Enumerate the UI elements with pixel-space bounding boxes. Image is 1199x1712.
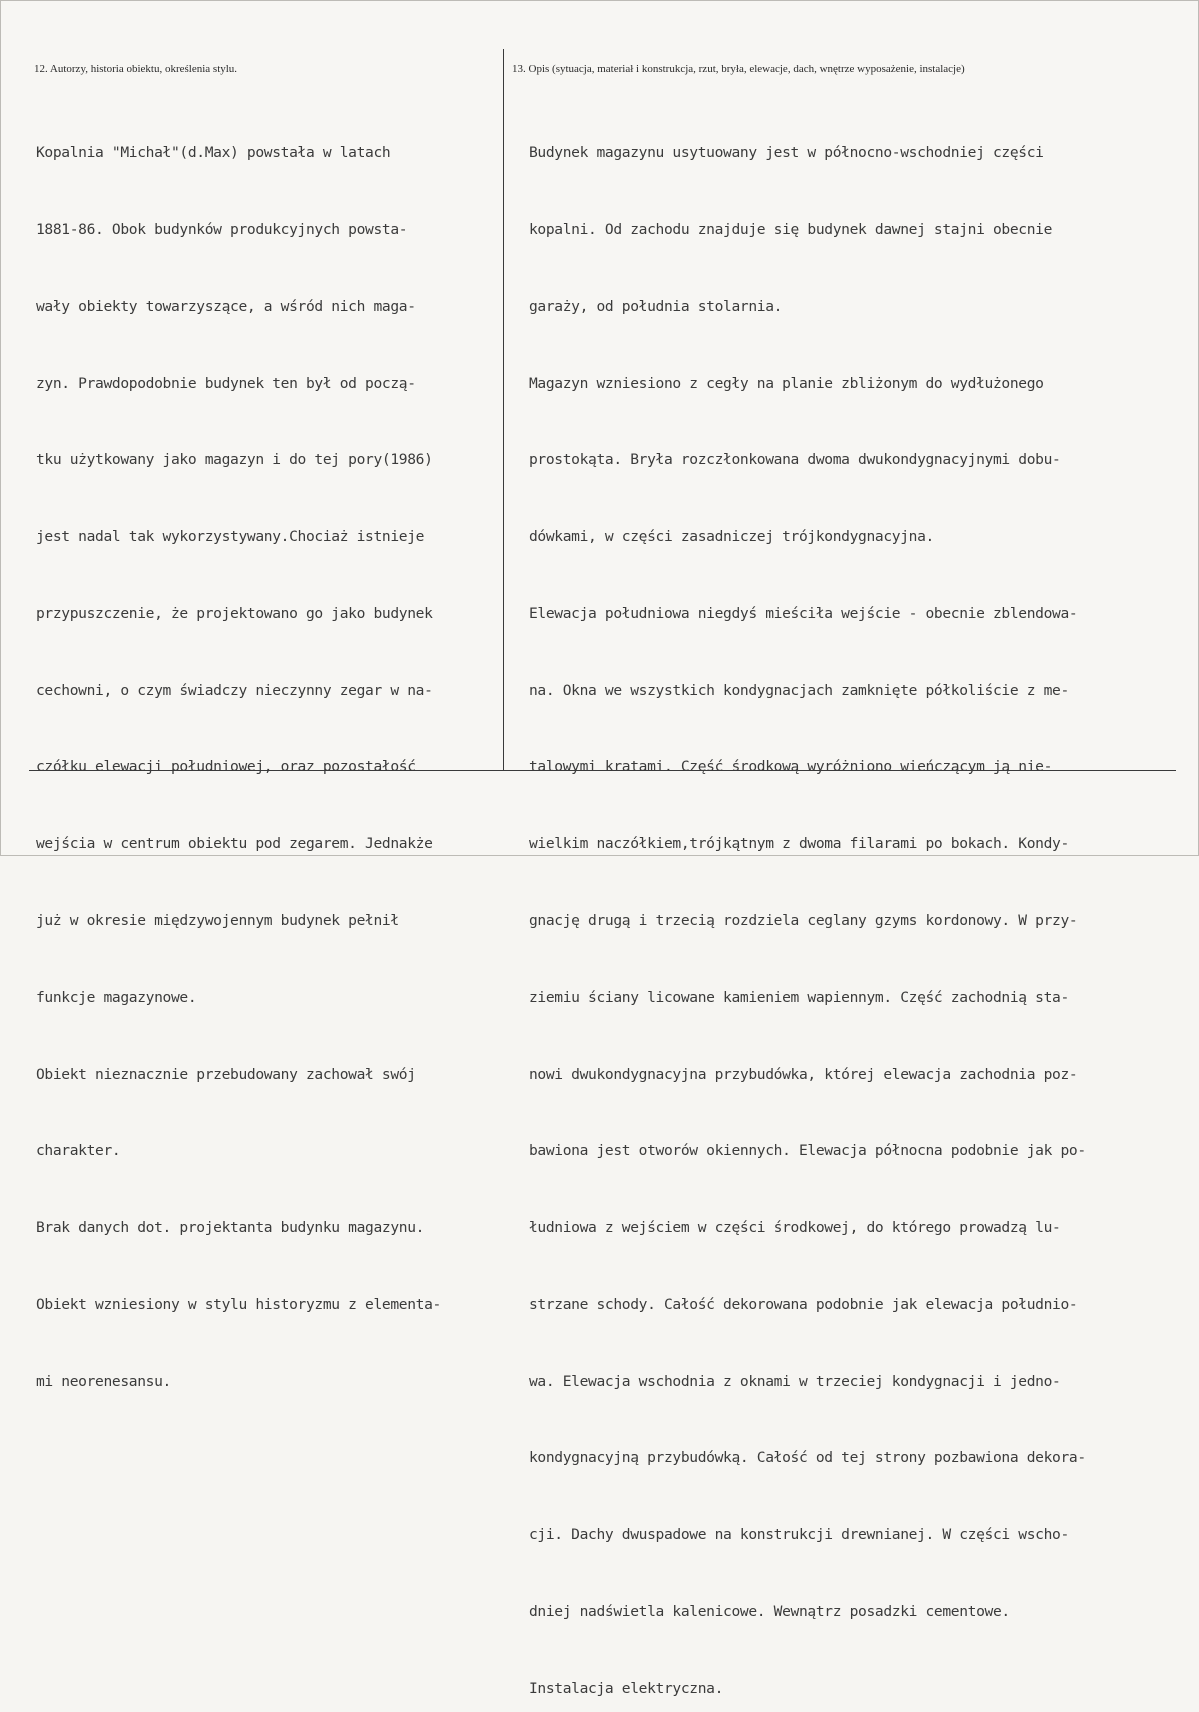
text-line: cji. Dachy dwuspadowe na konstrukcji drewnianej. W części wscho- (529, 1526, 1069, 1544)
text-line: przypuszczenie, że projektowano go jako budynek (36, 604, 433, 622)
text-line: Brak danych dot. projektanta budynku magazynu. (36, 1219, 425, 1237)
section-13-heading: 13. Opis (sytuacja, materiał i konstrukcja, rzut, bryła, elewacje, dach, wnętrze wyposażenie, instalacje) (512, 63, 965, 75)
history-text (36, 89, 441, 1445)
description-text (529, 89, 1086, 1712)
text-line: strzane schody. Całość dekorowana podobnie jak elewacja południo- (529, 1295, 1078, 1313)
text-line: wały obiekty towarzyszące, a wśród nich maga- (36, 297, 416, 315)
column-divider (503, 49, 504, 771)
text-line: Magazyn wzniesiono z cegły na planie zbliżonym do wydłużonego (529, 374, 1044, 392)
text-line: jest nadal tak wykorzystywany.Chociaż istnieje (36, 528, 425, 546)
text-line: wielkim naczółkiem,trójkątnym z dwoma filarami po bokach. Kondy- (529, 835, 1069, 853)
text-line: bawiona jest otworów okiennych. Elewacja północna podobnie jak po- (529, 1142, 1086, 1160)
text-line: Budynek magazynu usytuowany jest w północno-wschodniej części (529, 144, 1044, 162)
text-line: dniej nadświetla kalenicowe. Wewnątrz posadzki cementowe. (529, 1603, 1010, 1621)
text-line: łudniowa z wejściem w części środkowej, do którego prowadzą lu- (529, 1219, 1061, 1237)
text-line: cechowni, o czym świadczy nieczynny zegar w na- (36, 681, 433, 699)
text-line: mi neorenesansu. (36, 1372, 171, 1390)
text-line: na. Okna we wszystkich kondygnacjach zamknięte półkoliście z me- (529, 681, 1069, 699)
text-line: ziemiu ściany licowane kamieniem wapiennym. Część zachodnią sta- (529, 988, 1069, 1006)
text-line: 1881-86. Obok budynków produkcyjnych powsta- (36, 220, 408, 238)
text-line: funkcje magazynowe. (36, 988, 197, 1006)
section-12-heading: 12. Autorzy, historia obiektu, określenia stylu. (34, 63, 238, 75)
text-line: garaży, od południa stolarnia. (529, 297, 783, 315)
text-line: Obiekt wzniesiony w stylu historyzmu z elementa- (36, 1295, 441, 1313)
text-line: prostokąta. Bryła rozczłonkowana dwoma dwukondygnacyjnymi dobu- (529, 451, 1061, 469)
text-line: kopalni. Od zachodu znajduje się budynek dawnej stajni obecnie (529, 220, 1053, 238)
text-line: Kopalnia "Michał"(d.Max) powstała w latach (36, 144, 391, 162)
text-line: wejścia w centrum obiektu pod zegarem. Jednakże (36, 835, 433, 853)
text-line: wa. Elewacja wschodnia z oknami w trzeciej kondygnacji i jedno- (529, 1372, 1061, 1390)
text-line: kondygnacyjną przybudówką. Całość od tej strony pozbawiona dekora- (529, 1449, 1086, 1467)
text-line: Obiekt nieznacznie przebudowany zachował swój (36, 1065, 416, 1083)
text-line: Elewacja południowa niegdyś mieściła wejście - obecnie zblendowa- (529, 604, 1078, 622)
text-line: zyn. Prawdopodobnie budynek ten był od począ- (36, 374, 416, 392)
text-line: nowi dwukondygnacyjna przybudówka, której elewacja zachodnia poz- (529, 1065, 1078, 1083)
text-line: charakter. (36, 1142, 121, 1160)
text-line: gnację drugą i trzecią rozdziela ceglany gzyms kordonowy. W przy- (529, 912, 1078, 929)
text-line: dówkami, w części zasadniczej trójkondygnacyjna. (529, 528, 934, 546)
text-line: już w okresie międzywojennym budynek pełnił (36, 912, 399, 929)
text-line: tku użytkowany jako magazyn i do tej pory(1986) (36, 451, 433, 469)
text-line: czółku elewacji południowej, oraz pozostałość (36, 758, 416, 776)
text-line: talowymi kratami. Część środkową wyróżniono wieńczącym ją nie- (529, 758, 1053, 776)
text-line: Instalacja elektryczna. (529, 1679, 724, 1697)
